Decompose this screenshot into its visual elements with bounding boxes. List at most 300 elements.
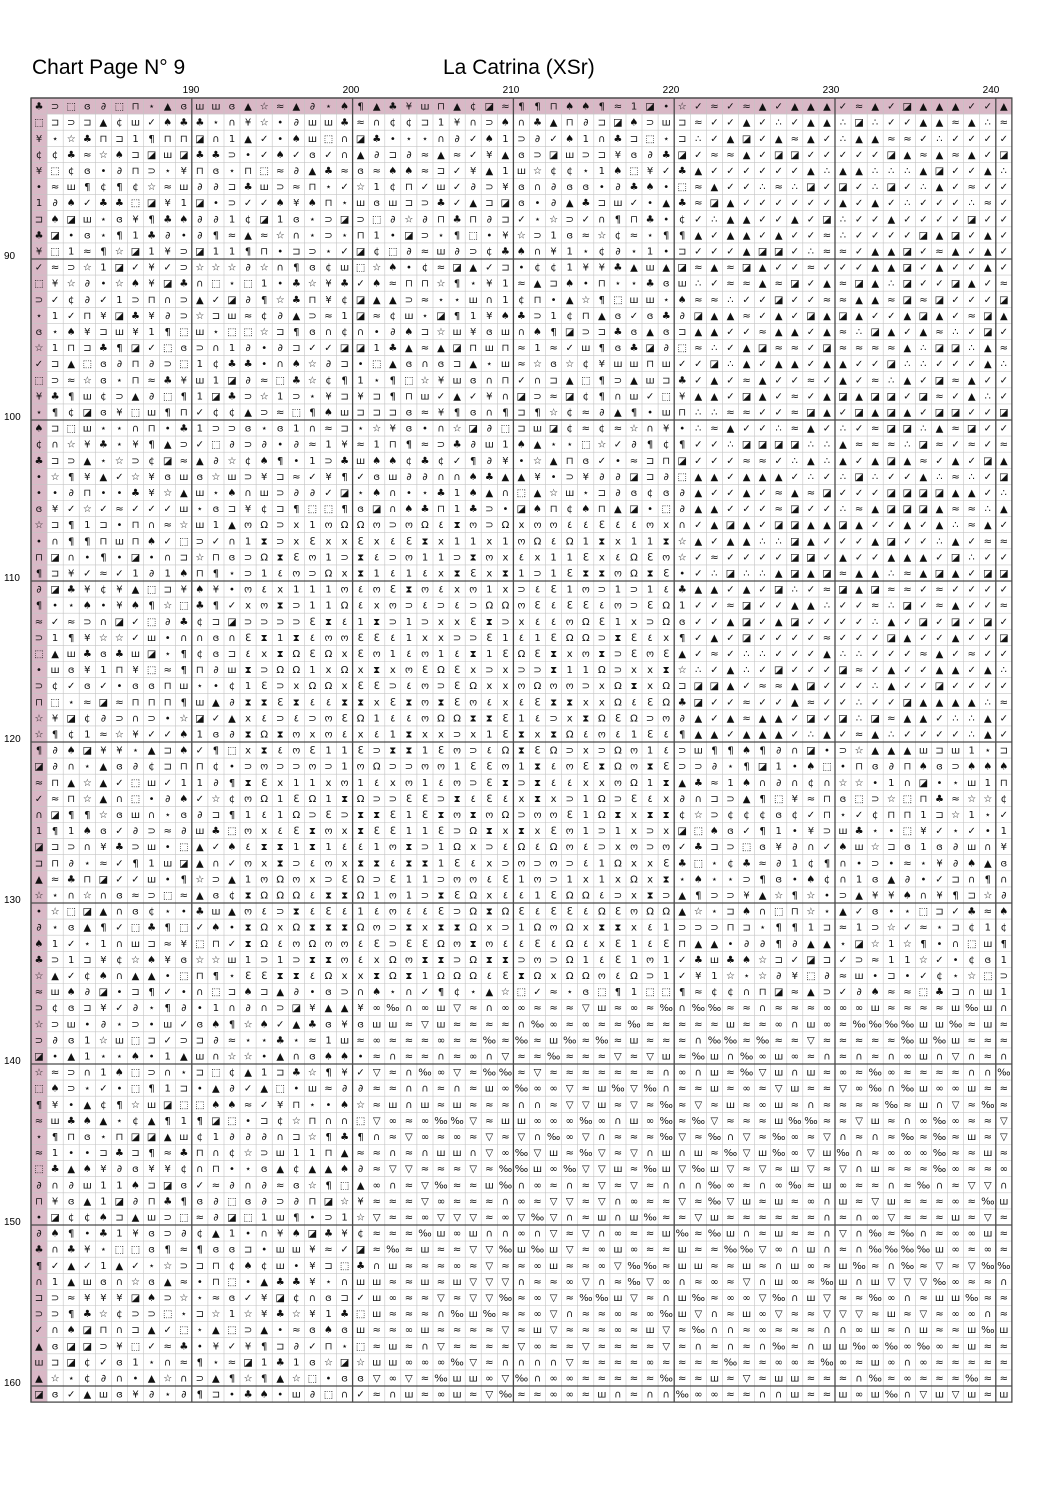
svg-text:◪: ◪: [436, 310, 446, 322]
svg-text:▲: ▲: [919, 568, 928, 580]
svg-text:▲: ▲: [790, 488, 799, 499]
svg-text:ო: ო: [597, 729, 606, 741]
svg-text:≈: ≈: [822, 230, 832, 242]
svg-text:‰: ‰: [932, 1035, 947, 1047]
svg-text:✓: ✓: [903, 471, 912, 483]
svg-text:x: x: [341, 536, 348, 548]
svg-text:ო: ო: [662, 552, 671, 564]
svg-text:⊃: ⊃: [227, 423, 237, 435]
svg-text:ш: ш: [323, 117, 334, 129]
svg-text:ℇ: ℇ: [454, 665, 461, 677]
svg-text:▲: ▲: [453, 391, 461, 403]
svg-text:≈: ≈: [388, 1067, 397, 1079]
svg-text:≈: ≈: [903, 1099, 912, 1111]
svg-text:¶: ¶: [598, 391, 605, 403]
svg-text:¢: ¢: [212, 359, 220, 371]
svg-text:≈: ≈: [742, 1164, 751, 1176]
svg-text:¶: ¶: [100, 552, 107, 564]
svg-text:⊐: ⊐: [260, 1115, 269, 1127]
svg-text:•: •: [68, 1148, 75, 1160]
svg-text:≈: ≈: [854, 1357, 864, 1369]
svg-text:✓: ✓: [726, 488, 735, 499]
svg-text:≈: ≈: [452, 1293, 462, 1304]
svg-text:⋆: ⋆: [984, 810, 991, 821]
svg-text:♣: ♣: [243, 182, 253, 194]
svg-text:ო: ო: [340, 938, 349, 950]
svg-text:∂: ∂: [181, 1228, 187, 1240]
svg-text:⋆: ⋆: [132, 745, 139, 757]
svg-text:⊓: ⊓: [99, 133, 108, 145]
svg-text:∂: ∂: [245, 375, 251, 387]
svg-text:ш: ш: [870, 1389, 880, 1401]
column-label: 190: [182, 85, 200, 96]
svg-text:∩: ∩: [791, 745, 799, 757]
svg-text:≈: ≈: [501, 1132, 510, 1143]
svg-text:⊓: ⊓: [260, 246, 269, 258]
svg-text:▽: ▽: [517, 1132, 526, 1143]
svg-text:¥: ¥: [180, 938, 187, 950]
svg-text:♠: ♠: [66, 198, 76, 210]
svg-text:⧗: ⧗: [276, 649, 284, 660]
svg-text:⬚: ⬚: [227, 327, 237, 338]
svg-text:1: 1: [663, 922, 670, 934]
svg-text:⬚: ⬚: [516, 987, 527, 999]
svg-text:☆: ☆: [211, 471, 221, 483]
svg-text:≈: ≈: [678, 1035, 687, 1047]
svg-text:∴: ∴: [823, 600, 831, 612]
svg-text:✓: ✓: [806, 391, 816, 403]
svg-text:⧗: ⧗: [437, 922, 445, 934]
svg-text:▲: ▲: [935, 697, 944, 709]
svg-text:¥: ¥: [309, 1276, 316, 1288]
svg-text:▽: ▽: [823, 1293, 831, 1304]
svg-text:1: 1: [486, 729, 493, 741]
svg-text:¥: ¥: [164, 1164, 171, 1176]
svg-text:∩: ∩: [228, 536, 236, 548]
svg-text:⊃: ⊃: [147, 1309, 156, 1321]
svg-text:ш: ш: [211, 906, 221, 918]
svg-text:▲: ▲: [823, 327, 831, 338]
svg-text:⊃: ⊃: [340, 552, 349, 564]
svg-text:≈: ≈: [581, 1067, 590, 1079]
svg-text:▲: ▲: [790, 600, 799, 612]
svg-text:✓: ✓: [951, 649, 960, 660]
svg-text:1: 1: [437, 649, 445, 660]
svg-text:≈: ≈: [645, 1293, 655, 1304]
svg-text:1: 1: [421, 874, 429, 886]
svg-text:♣: ♣: [147, 230, 157, 242]
svg-text:≈: ≈: [951, 504, 960, 516]
svg-text:✓: ✓: [854, 632, 864, 644]
svg-text:≈: ≈: [790, 391, 799, 403]
svg-text:⊐: ⊐: [50, 455, 60, 467]
svg-text:◪: ◪: [82, 407, 93, 419]
svg-text:⬚: ⬚: [66, 423, 76, 435]
svg-text:‰: ‰: [868, 1244, 882, 1256]
svg-text:♠: ♠: [179, 793, 189, 805]
svg-text:¥: ¥: [212, 584, 220, 596]
svg-text:≈: ≈: [372, 1051, 381, 1063]
svg-text:≈: ≈: [854, 439, 864, 451]
svg-text:x: x: [454, 584, 461, 596]
svg-text:✓: ✓: [903, 536, 912, 548]
svg-text:٤: ٤: [277, 938, 283, 950]
svg-text:Ω: Ω: [614, 697, 622, 709]
svg-text:Ω: Ω: [517, 649, 526, 660]
svg-text:ш: ш: [983, 1228, 993, 1240]
svg-text:◪: ◪: [323, 1196, 334, 1208]
svg-text:ℇ: ℇ: [582, 600, 589, 612]
svg-text:⊐: ⊐: [195, 1309, 204, 1321]
svg-text:▲: ▲: [694, 504, 703, 516]
svg-text:◪: ◪: [677, 826, 687, 838]
svg-text:☆: ☆: [356, 182, 366, 194]
svg-text:▲: ▲: [967, 375, 976, 387]
pattern-title: La Catrina (XSr): [443, 56, 595, 79]
svg-text:⧗: ⧗: [405, 745, 413, 757]
svg-text:1: 1: [325, 584, 332, 596]
svg-text:≈: ≈: [452, 149, 462, 161]
svg-text:¶: ¶: [68, 536, 75, 548]
svg-text:•: •: [36, 182, 42, 194]
svg-text:✓: ✓: [211, 294, 221, 306]
svg-text:≈: ≈: [854, 665, 864, 677]
svg-text:¶: ¶: [261, 1373, 268, 1385]
svg-text:✓: ✓: [806, 230, 816, 242]
svg-text:1: 1: [855, 874, 863, 886]
svg-text:✓: ✓: [726, 117, 735, 129]
svg-text:¥: ¥: [309, 1003, 316, 1015]
svg-text:♠: ♠: [227, 842, 237, 854]
svg-text:✓: ✓: [774, 552, 783, 564]
svg-text:≈: ≈: [645, 1099, 655, 1111]
svg-text:▲: ▲: [919, 552, 928, 564]
svg-text:◪: ◪: [773, 149, 784, 161]
svg-text:ო: ო: [581, 649, 590, 660]
svg-text:⧗: ⧗: [582, 713, 590, 725]
svg-text:✓: ✓: [838, 149, 848, 161]
svg-text:1: 1: [100, 1067, 107, 1079]
svg-text:✓: ✓: [999, 649, 1008, 660]
svg-text:⊃: ⊃: [292, 761, 301, 773]
svg-text:⊓: ⊓: [83, 488, 92, 499]
svg-text:▲: ▲: [212, 697, 220, 709]
svg-text:ш: ш: [227, 665, 237, 677]
svg-text:‰: ‰: [498, 1067, 513, 1079]
svg-text:☆: ☆: [806, 906, 816, 918]
svg-text:x: x: [518, 793, 525, 805]
svg-text:✓: ✓: [967, 294, 976, 306]
svg-text:▲: ▲: [983, 262, 992, 274]
svg-text:⋆: ⋆: [470, 987, 477, 999]
svg-text:≈: ≈: [887, 439, 896, 451]
svg-text:⬚: ⬚: [211, 1067, 221, 1079]
svg-text:⊐: ⊐: [501, 262, 510, 274]
svg-text:‰: ‰: [691, 1293, 706, 1304]
svg-text:x: x: [502, 552, 509, 564]
svg-text:ш: ш: [436, 1003, 446, 1015]
svg-text:∩: ∩: [99, 890, 108, 902]
svg-text:ო: ო: [324, 632, 333, 644]
svg-text:≈: ≈: [469, 1067, 478, 1079]
svg-text:¶: ¶: [453, 230, 461, 242]
svg-text:∴: ∴: [904, 166, 911, 177]
svg-text:ო: ო: [308, 761, 317, 773]
svg-text:♣: ♣: [98, 198, 108, 210]
svg-text:≈: ≈: [372, 1325, 381, 1337]
svg-text:▽: ▽: [581, 1003, 590, 1015]
svg-text:▽: ▽: [999, 1115, 1008, 1127]
svg-text:▲: ▲: [726, 423, 735, 435]
svg-text:‰: ‰: [450, 1115, 464, 1127]
svg-text:✓: ✓: [195, 793, 204, 805]
svg-text:¶: ¶: [180, 391, 187, 403]
svg-text:٤: ٤: [390, 713, 396, 725]
svg-text:∩: ∩: [694, 793, 702, 805]
svg-text:✓: ✓: [790, 310, 799, 322]
svg-text:⊃: ⊃: [517, 584, 526, 596]
svg-text:≈: ≈: [967, 1035, 976, 1047]
svg-text:x: x: [373, 600, 380, 612]
svg-text:▽: ▽: [485, 1293, 494, 1304]
svg-text:¥: ¥: [598, 262, 605, 274]
svg-text:≈: ≈: [726, 149, 735, 161]
svg-text:ш: ш: [725, 1099, 736, 1111]
svg-text:≈: ≈: [919, 1164, 928, 1176]
svg-text:▲: ▲: [469, 359, 478, 371]
svg-text:⊐: ⊐: [195, 1260, 204, 1272]
svg-text:♣: ♣: [468, 504, 478, 516]
svg-text:◪: ◪: [130, 1293, 141, 1304]
svg-text:▲: ▲: [212, 1373, 220, 1385]
svg-text:≈: ≈: [726, 600, 735, 612]
svg-text:▽: ▽: [919, 1309, 928, 1321]
svg-text:≈: ≈: [742, 310, 751, 322]
svg-text:∂: ∂: [181, 1389, 187, 1401]
svg-text:∂: ∂: [679, 488, 685, 499]
svg-text:≈: ≈: [163, 665, 172, 677]
svg-text:1: 1: [582, 133, 589, 145]
svg-text:▲: ▲: [533, 439, 542, 451]
svg-text:✓: ✓: [822, 697, 832, 709]
svg-text:✓: ✓: [887, 697, 896, 709]
svg-text:∞: ∞: [629, 1196, 639, 1208]
svg-text:ɞ: ɞ: [292, 214, 300, 226]
svg-text:∞: ∞: [517, 1196, 526, 1208]
svg-text:•: •: [148, 793, 155, 805]
svg-text:⧗: ⧗: [276, 971, 284, 982]
svg-text:•: •: [550, 471, 557, 483]
svg-text:٤: ٤: [261, 810, 267, 821]
svg-text:⊐: ⊐: [597, 327, 606, 338]
svg-text:ℇ: ℇ: [486, 777, 493, 789]
svg-text:ш: ш: [677, 1260, 687, 1272]
svg-text:▲: ▲: [758, 890, 767, 902]
svg-text:ɞ: ɞ: [662, 327, 670, 338]
svg-text:ɞ: ɞ: [83, 230, 91, 242]
svg-text:¥: ¥: [84, 1293, 91, 1304]
svg-text:¶: ¶: [228, 777, 236, 789]
svg-text:∞: ∞: [871, 1341, 880, 1353]
svg-text:≈: ≈: [951, 1148, 960, 1160]
svg-text:⊐: ⊐: [227, 504, 237, 516]
svg-text:ℇ: ℇ: [470, 568, 477, 580]
svg-text:◪: ◪: [146, 1132, 157, 1143]
svg-text:▲: ▲: [163, 1132, 172, 1143]
svg-text:⊃: ⊃: [710, 922, 719, 934]
svg-text:◪: ◪: [950, 230, 961, 242]
svg-text:▲: ▲: [839, 439, 847, 451]
svg-text:∞: ∞: [903, 1051, 912, 1063]
svg-text:ɞ: ɞ: [100, 1276, 107, 1288]
svg-text:♣: ♣: [420, 504, 430, 516]
svg-text:⬚: ⬚: [355, 1341, 366, 1353]
svg-text:⊃: ⊃: [260, 954, 269, 966]
svg-text:¢: ¢: [727, 987, 734, 999]
svg-text:‰: ‰: [932, 1148, 947, 1160]
svg-text:≈: ≈: [694, 1196, 703, 1208]
svg-text:⊃: ⊃: [597, 826, 606, 838]
svg-text:☆: ☆: [179, 713, 189, 725]
svg-text:¶: ¶: [598, 343, 605, 355]
svg-text:¢: ¢: [68, 166, 75, 177]
svg-text:¶: ¶: [212, 600, 220, 612]
svg-text:⊓: ⊓: [67, 1132, 76, 1143]
svg-text:•: •: [212, 198, 219, 210]
svg-text:¶: ¶: [68, 520, 75, 532]
svg-text:✓: ✓: [758, 198, 767, 210]
svg-text:1: 1: [132, 568, 139, 580]
svg-text:1: 1: [132, 133, 139, 145]
svg-text:⧗: ⧗: [485, 616, 493, 628]
svg-text:¥: ¥: [920, 826, 927, 838]
svg-text:ш: ш: [147, 842, 157, 854]
svg-text:♠: ♠: [227, 488, 237, 499]
svg-text:1: 1: [646, 777, 654, 789]
svg-text:ш: ш: [725, 1019, 736, 1031]
svg-text:1: 1: [405, 890, 413, 902]
svg-text:٤: ٤: [486, 971, 492, 982]
svg-text:∩: ∩: [903, 777, 912, 789]
svg-text:▲: ▲: [726, 616, 735, 628]
svg-text:⬚: ⬚: [983, 971, 993, 982]
svg-text:◪: ◪: [693, 681, 704, 693]
svg-text:≈: ≈: [694, 1244, 703, 1256]
svg-text:▽: ▽: [871, 1196, 880, 1208]
svg-text:⧗: ⧗: [357, 810, 365, 821]
svg-text:⊐: ⊐: [179, 1083, 188, 1095]
svg-text:⋆: ⋆: [839, 810, 847, 821]
svg-text:∩: ∩: [855, 1244, 863, 1256]
svg-text:¥: ¥: [341, 439, 348, 451]
svg-text:⊐: ⊐: [340, 1293, 349, 1304]
svg-text:x: x: [438, 568, 444, 580]
svg-text:☆: ☆: [195, 310, 205, 322]
svg-text:≈: ≈: [887, 294, 896, 306]
svg-text:•: •: [229, 1389, 235, 1401]
svg-text:♠: ♠: [404, 327, 414, 338]
svg-text:∩: ∩: [356, 327, 365, 338]
svg-text:♠: ♠: [50, 1228, 60, 1240]
svg-text:∞: ∞: [565, 1373, 574, 1385]
svg-text:✓: ✓: [115, 874, 124, 886]
svg-text:♠: ♠: [372, 987, 382, 999]
svg-text:⊓: ⊓: [549, 504, 558, 516]
svg-text:⊐: ⊐: [372, 407, 381, 419]
svg-text:▽: ▽: [469, 1115, 478, 1127]
svg-text:•: •: [100, 600, 107, 612]
svg-text:♣: ♣: [613, 262, 623, 274]
svg-text:ო: ო: [630, 906, 638, 918]
svg-text:✓: ✓: [758, 697, 767, 709]
svg-text:ო: ო: [533, 520, 542, 532]
svg-text:⊃: ⊃: [533, 149, 542, 161]
svg-text:☆: ☆: [131, 1276, 140, 1288]
svg-text:ო: ო: [244, 826, 253, 838]
svg-text:ɞ: ɞ: [469, 375, 477, 387]
svg-text:▲: ▲: [67, 1164, 76, 1176]
svg-text:٤: ٤: [470, 858, 476, 870]
svg-text:∩: ∩: [742, 987, 751, 999]
svg-text:Ω: Ω: [565, 954, 574, 966]
svg-text:•: •: [261, 343, 268, 355]
svg-text:⋆: ⋆: [116, 1051, 123, 1063]
svg-text:◪: ◪: [34, 1389, 44, 1401]
svg-text:▲: ▲: [694, 166, 703, 177]
svg-text:¢: ¢: [100, 391, 107, 403]
svg-text:ш: ш: [581, 343, 591, 355]
svg-text:1: 1: [470, 536, 477, 548]
svg-text:∩: ∩: [405, 1099, 413, 1111]
svg-text:≈: ≈: [806, 1276, 816, 1288]
svg-text:◪: ◪: [822, 488, 832, 499]
svg-text:≈: ≈: [83, 697, 92, 709]
svg-text:≈: ≈: [501, 1309, 510, 1321]
svg-text:¶: ¶: [759, 826, 766, 838]
svg-text:⧗: ⧗: [533, 793, 542, 805]
svg-text:¶: ¶: [68, 391, 75, 403]
svg-text:◪: ◪: [339, 1357, 350, 1369]
svg-text:▲: ▲: [276, 1164, 285, 1176]
svg-text:٤: ٤: [309, 697, 316, 709]
svg-text:▲: ▲: [790, 359, 799, 371]
svg-text:♣: ♣: [34, 1244, 44, 1256]
svg-text:ɞ: ɞ: [180, 954, 188, 966]
svg-text:⋆: ⋆: [100, 1244, 107, 1256]
svg-text:¥: ¥: [357, 1196, 364, 1208]
svg-text:٤: ٤: [550, 600, 557, 612]
svg-text:ɞ: ɞ: [51, 1341, 59, 1353]
svg-text:▲: ▲: [919, 697, 928, 709]
svg-text:∩: ∩: [244, 488, 252, 499]
svg-text:✓: ✓: [420, 987, 430, 999]
svg-text:ш: ш: [725, 1228, 736, 1240]
svg-text:ɞ: ɞ: [244, 1196, 252, 1208]
svg-text:≈: ≈: [179, 455, 188, 467]
svg-text:٤: ٤: [277, 826, 283, 838]
svg-text:⊐: ⊐: [50, 842, 60, 854]
svg-text:≈: ≈: [420, 343, 430, 355]
svg-text:Ω: Ω: [276, 874, 285, 886]
svg-text:≈: ≈: [742, 713, 751, 725]
svg-text:¥: ¥: [357, 1003, 364, 1015]
svg-text:♣: ♣: [484, 471, 494, 483]
svg-text:‰: ‰: [997, 1260, 1011, 1272]
svg-text:∩: ∩: [823, 777, 831, 789]
svg-text:☆: ☆: [758, 971, 768, 982]
svg-text:◪: ◪: [500, 198, 511, 210]
svg-text:≈: ≈: [533, 1389, 542, 1401]
